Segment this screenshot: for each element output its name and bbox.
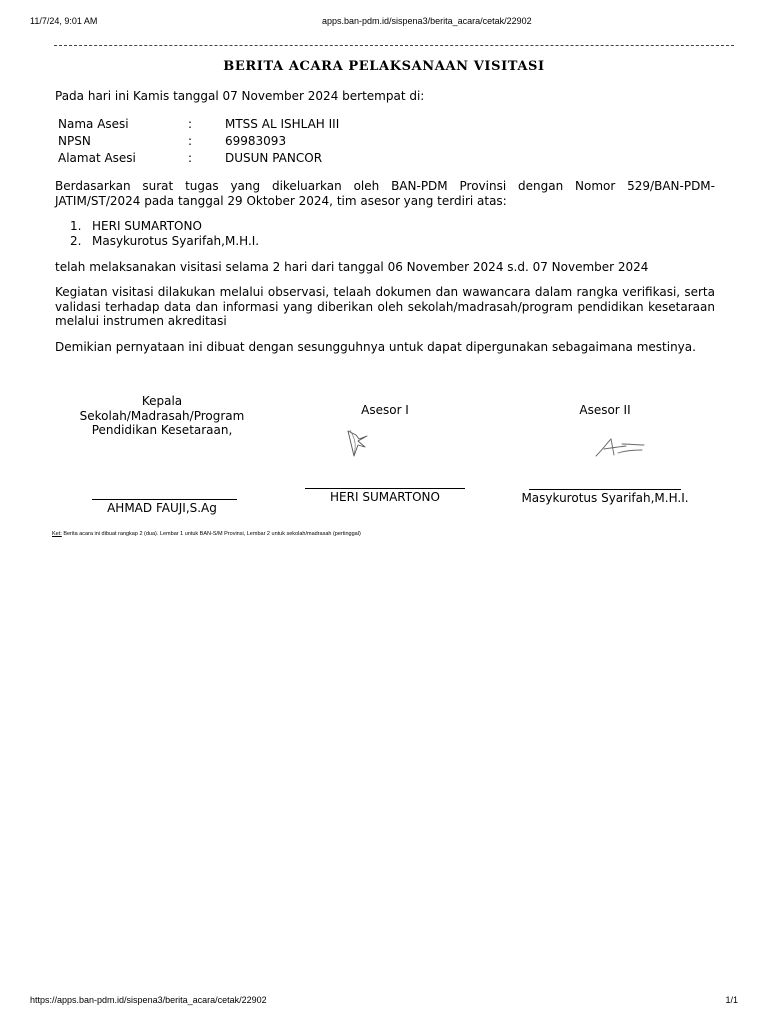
detail-row-nama-asesi bbox=[58, 117, 339, 132]
dashed-separator bbox=[54, 45, 734, 46]
head-role-line3: Pendidikan Kesetaraan, bbox=[91, 423, 233, 437]
assessor-name: HERI SUMARTONO bbox=[92, 219, 202, 233]
assessor2-signature bbox=[592, 436, 648, 460]
basis-paragraph: Berdasarkan surat tugas yang dikeluarkan oleh BAN-PDM Provinsi dengan Nomor 529/BAN-PDM-JATIM/ST/2024 pada tanggal 29 Oktober 2024, tim asesor yang terdiri atas: bbox=[55, 179, 715, 208]
list-number: 2. bbox=[70, 234, 82, 248]
assessor-name: Masykurotus Syarifah,M.H.I. bbox=[92, 234, 260, 248]
detail-colon: : bbox=[188, 117, 193, 131]
assessor2-signature-line bbox=[529, 489, 681, 490]
assessor-list-item bbox=[70, 219, 202, 234]
head-role bbox=[62, 394, 262, 438]
detail-label: Nama Asesi bbox=[58, 117, 129, 131]
activities-paragraph: Kegiatan visitasi dilakukan melalui observasi, telaah dokumen dan wawancara dalam rangka verifikasi, serta validasi terhadap data dan informasi yang diberikan oleh sekolah/madrasah/program pendidikan kesetaraan melalui instrumen akreditasi bbox=[55, 285, 715, 328]
print-datetime: 11/7/24, 9:01 AM bbox=[30, 16, 98, 26]
assessor1-role: Asesor I bbox=[361, 403, 409, 417]
detail-row-alamat-asesi bbox=[58, 151, 322, 166]
footer-page-number: 1/1 bbox=[725, 995, 738, 1005]
detail-value: MTSS AL ISHLAH III bbox=[225, 117, 340, 131]
detail-label: Alamat Asesi bbox=[58, 151, 136, 165]
footnote bbox=[52, 531, 361, 537]
assessor-list-item bbox=[70, 234, 259, 249]
footnote-text: Berita acara ini dibuat rangkap 2 (dua). Lembar 1 untuk BAN-S/M Provinsi, Lembar 2 untuk sekolah/madrasah (pertinggal) bbox=[63, 531, 361, 537]
head-name: AHMAD FAUJI,S.Ag bbox=[107, 501, 217, 515]
document-title: BERITA ACARA PELAKSANAAN VISITASI bbox=[223, 59, 545, 74]
detail-label: NPSN bbox=[58, 134, 91, 148]
head-role-line2: Sekolah/Madrasah/Program bbox=[79, 408, 245, 423]
period-paragraph: telah melaksanakan visitasi selama 2 hari dari tanggal 06 November 2024 s.d. 07 November 2024 bbox=[55, 260, 649, 274]
print-url: apps.ban-pdm.id/sispena3/berita_acara/cetak/22902 bbox=[322, 16, 532, 26]
list-number: 1. bbox=[70, 219, 82, 233]
head-role-line1: Kepala bbox=[141, 394, 183, 408]
assessor2-role: Asesor II bbox=[579, 403, 631, 417]
detail-colon: : bbox=[188, 134, 193, 148]
detail-value: 69983093 bbox=[225, 134, 287, 148]
footnote-label: Ket: bbox=[52, 531, 62, 537]
assessor1-signature bbox=[340, 425, 376, 461]
assessor1-signature-line bbox=[305, 488, 465, 489]
detail-colon: : bbox=[188, 151, 193, 165]
closing-paragraph: Demikian pernyataan ini dibuat dengan sesungguhnya untuk dapat dipergunakan sebagaimana mestinya. bbox=[55, 340, 696, 354]
intro-paragraph: Pada hari ini Kamis tanggal 07 November 2024 bertempat di: bbox=[55, 89, 425, 103]
assessor1-name: HERI SUMARTONO bbox=[330, 490, 440, 504]
detail-value: DUSUN PANCOR bbox=[225, 151, 323, 165]
footer-url: https://apps.ban-pdm.id/sispena3/berita_acara/cetak/22902 bbox=[30, 995, 267, 1005]
assessor2-name: Masykurotus Syarifah,M.H.I. bbox=[521, 491, 689, 505]
detail-row-npsn bbox=[58, 134, 286, 149]
head-signature-line bbox=[92, 499, 237, 500]
